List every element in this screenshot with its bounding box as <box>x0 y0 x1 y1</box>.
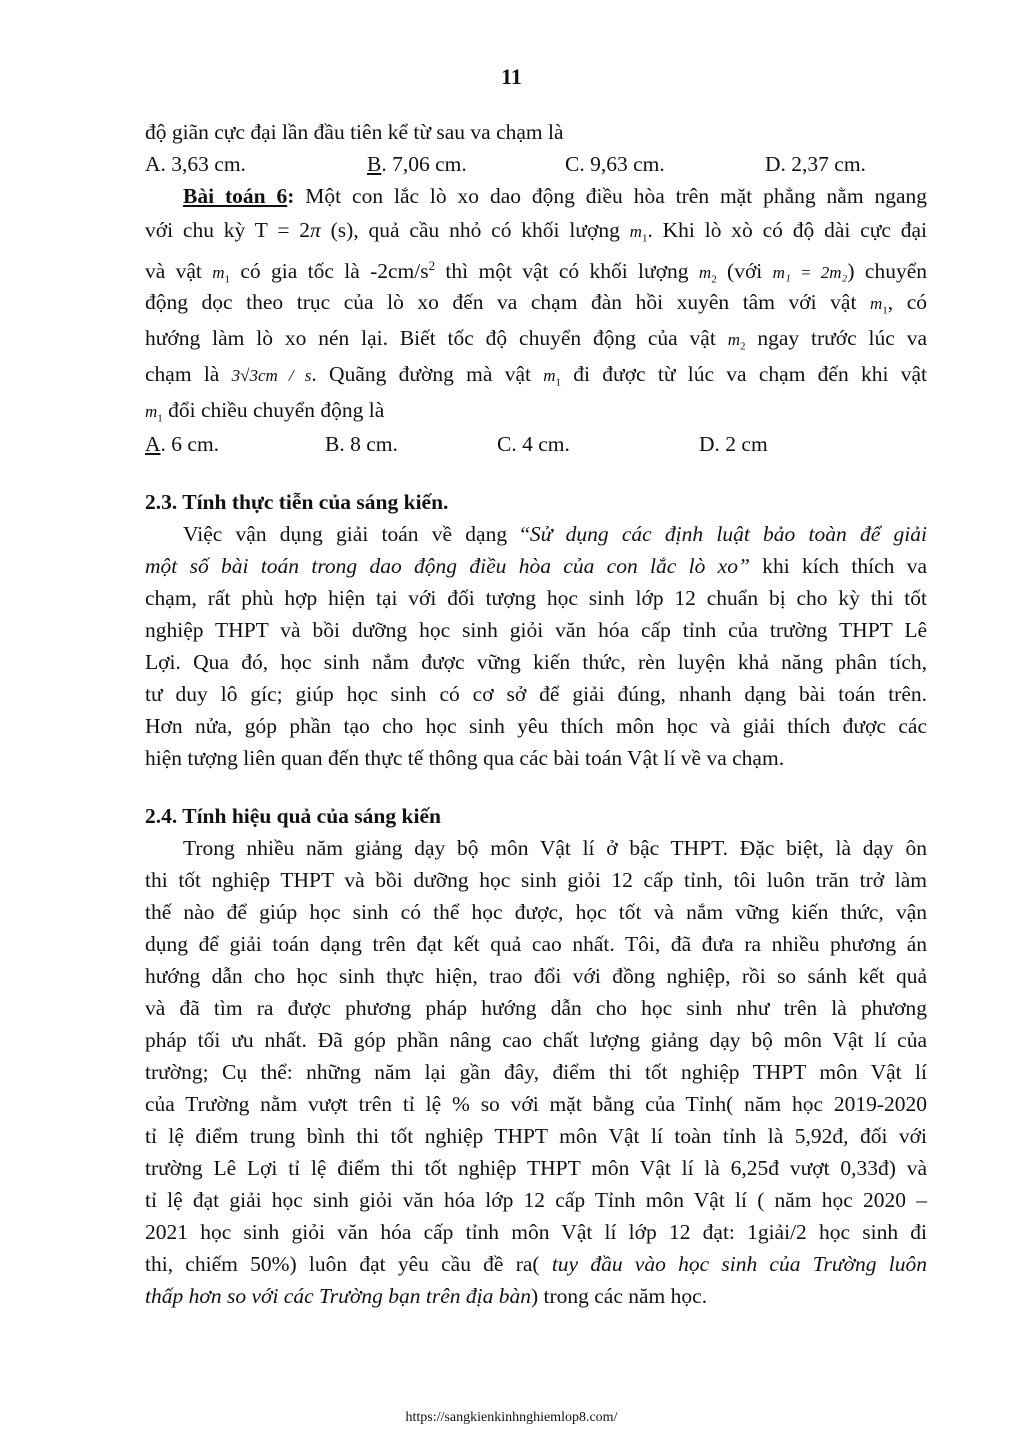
section-2-3-heading: 2.3. Tính thực tiễn của sáng kiến. <box>145 490 449 514</box>
problem6-answer-d: D. 2 cm <box>699 432 768 456</box>
section-2-3-line: Hơn nửa, góp phần tạo cho học sinh yêu thích môn học và giải thích được các <box>145 714 927 738</box>
problem6-line-4: động dọc theo trục của lò xo đến va chạm đàn hồi xuyên tâm với vật $m_1$, có <box>145 290 927 317</box>
section-2-4-line: 2021 học sinh giỏi văn hóa cấp tỉnh môn Vật lí lớp 12 đạt: 1giải/2 học sinh đi <box>145 1220 927 1244</box>
problem6-title: Bài toán 6 <box>183 184 288 208</box>
section-2-4-line: hướng dẫn cho học sinh thực hiện, trao đổi với đồng nghiệp, rồi so sánh kết quả <box>145 964 927 988</box>
section-2-3-line: hiện tượng liên quan đến thực tế thông qua các bài toán Vật lí về va chạm. <box>145 746 785 770</box>
problem6-line-3: và vật $m_1$ có gia tốc là $-2cm/s^2$ thì một vật có khối lượng $m_2$ (với m₁ = 2m₂) chuyển <box>145 258 927 286</box>
section-2-4-line: Trong nhiều năm giảng dạy bộ môn Vật lí ở bậc THPT. Đặc biệt, là dạy ôn <box>183 836 927 860</box>
section-2-4-line: dụng để giải toán dạng trên đạt kết quả cao nhất. Tôi, đã đưa ra nhiều phương án <box>145 932 927 956</box>
problem6-line-7: $m_1$ đổi chiều chuyển động là <box>145 398 385 425</box>
problem6-answer-b: B. 8 cm. <box>325 432 398 456</box>
section-2-4-heading: 2.4. Tính hiệu quả của sáng kiến <box>145 804 441 828</box>
section-2-4-line: tỉ lệ đạt giải học sinh giỏi văn hóa lớp 12 cấp Tỉnh môn Vật lí ( năm học 2020 – <box>145 1188 927 1212</box>
section-2-4-line: của Trường nằm vượt trên tỉ lệ % so với mặt bằng của Tỉnh( năm học 2019-2020 <box>145 1092 927 1116</box>
section-2-4-line: và đã tìm ra được phương pháp hướng dẫn cho học sinh như trên là phương <box>145 996 927 1020</box>
section-2-4-line: pháp tối ưu nhất. Đã góp phần nâng cao chất lượng giảng dạy bộ môn Vật lí của <box>145 1028 927 1052</box>
prev-answers <box>145 148 927 180</box>
prev-question-line: độ giãn cực đại lần đầu tiên kể từ sau va chạm là <box>145 120 564 144</box>
page-content <box>145 116 927 1312</box>
problem6-line-2: với chu kỳ T = 2π (s), quả cầu nhỏ có khối lượng $m_1$. Khi lò xò có độ dài cực đại <box>145 218 928 245</box>
problem6-line-5: hướng làm lò xo nén lại. Biết tốc độ chuyển động của vật $m_2$ ngay trước lúc va <box>145 326 927 353</box>
section-2-3-line: chạm, rất phù hợp hiện tại với đối tượng học sinh lớp 12 chuẩn bị cho kỳ thi tốt <box>145 586 927 610</box>
footer-url: https://sangkienkinhnghiemlop8.com/ <box>405 1410 618 1425</box>
mass-m1: $m_1$ <box>629 222 648 245</box>
section-2-4-line: thi, chiếm 50%) luôn đạt yêu cầu đề ra( tuy đầu vào học sinh của Trường luôn <box>145 1252 927 1276</box>
mass-relation: m₁ = 2m₂ <box>772 263 848 283</box>
page-number: 11 <box>501 64 522 89</box>
problem6-line-6: chạm là 3√3cm / s. Quãng đường mà vật $m_1$ đi được từ lúc va chạm đến khi vật <box>145 362 928 389</box>
problem6-answer-a: A. 6 cm. <box>145 432 220 456</box>
mass-m2: $m_2$ <box>698 263 717 286</box>
problem6-answers <box>145 428 927 460</box>
section-2-3-line: tư duy lô gíc; giúp học sinh có cơ sở để giải đúng, nhanh dạng bài toán trên. <box>145 682 927 706</box>
section-2-3-line: một số bài toán trong dao động điều hòa của con lắc lò xo” khi kích thích va <box>145 554 927 578</box>
section-2-4-line: trường Lê Lợi tỉ lệ điểm thi tốt nghiệp THPT môn Vật lí là 6,25đ vượt 0,33đ) và <box>145 1156 927 1180</box>
prev-answer-b: B. 7,06 cm. <box>367 152 467 176</box>
section-2-4-line: thấp hơn so với các Trường bạn trên địa bàn) trong các năm học. <box>145 1284 708 1308</box>
section-2-4-line: thi tốt nghiệp THPT và bồi dưỡng học sinh giỏi 12 cấp tỉnh, tôi luôn trăn trở làm <box>145 868 927 892</box>
section-2-3-line: nghiệp THPT và bồi dưỡng học sinh giỏi văn hóa cấp tỉnh của trường THPT Lê <box>145 618 927 642</box>
prev-answer-a: A. 3,63 cm. <box>145 152 246 176</box>
section-2-4-line: trường; Cụ thể: những năm lại gần đây, điểm thi tốt nghiệp THPT môn Vật lí <box>145 1060 927 1084</box>
section-2-4-line: tỉ lệ điểm trung bình thi tốt nghiệp THPT môn Vật lí toàn tỉnh là 5,92đ, đối với <box>145 1124 927 1148</box>
section-2-4-line: thế nào để giúp học sinh có thể học được, học tốt và nắm vững kiến thức, vận <box>145 900 927 924</box>
prev-answer-c: C. 9,63 cm. <box>565 152 665 176</box>
speed-formula: 3√3cm / s <box>231 366 312 385</box>
problem6-answer-c: C. 4 cm. <box>497 432 570 456</box>
problem6-line-1: Bài toán 6: Một con lắc lò xo dao động điều hòa trên mặt phẳng nằm ngang <box>183 184 927 208</box>
prev-answer-d: D. 2,37 cm. <box>765 152 866 176</box>
section-2-3-line: Việc vận dụng giải toán về dạng “Sử dụng các định luật bảo toàn để giải <box>183 522 927 546</box>
section-2-3-line: Lợi. Qua đó, học sinh nắm được vững kiến thức, rèn luyện khả năng phân tích, <box>145 650 927 674</box>
